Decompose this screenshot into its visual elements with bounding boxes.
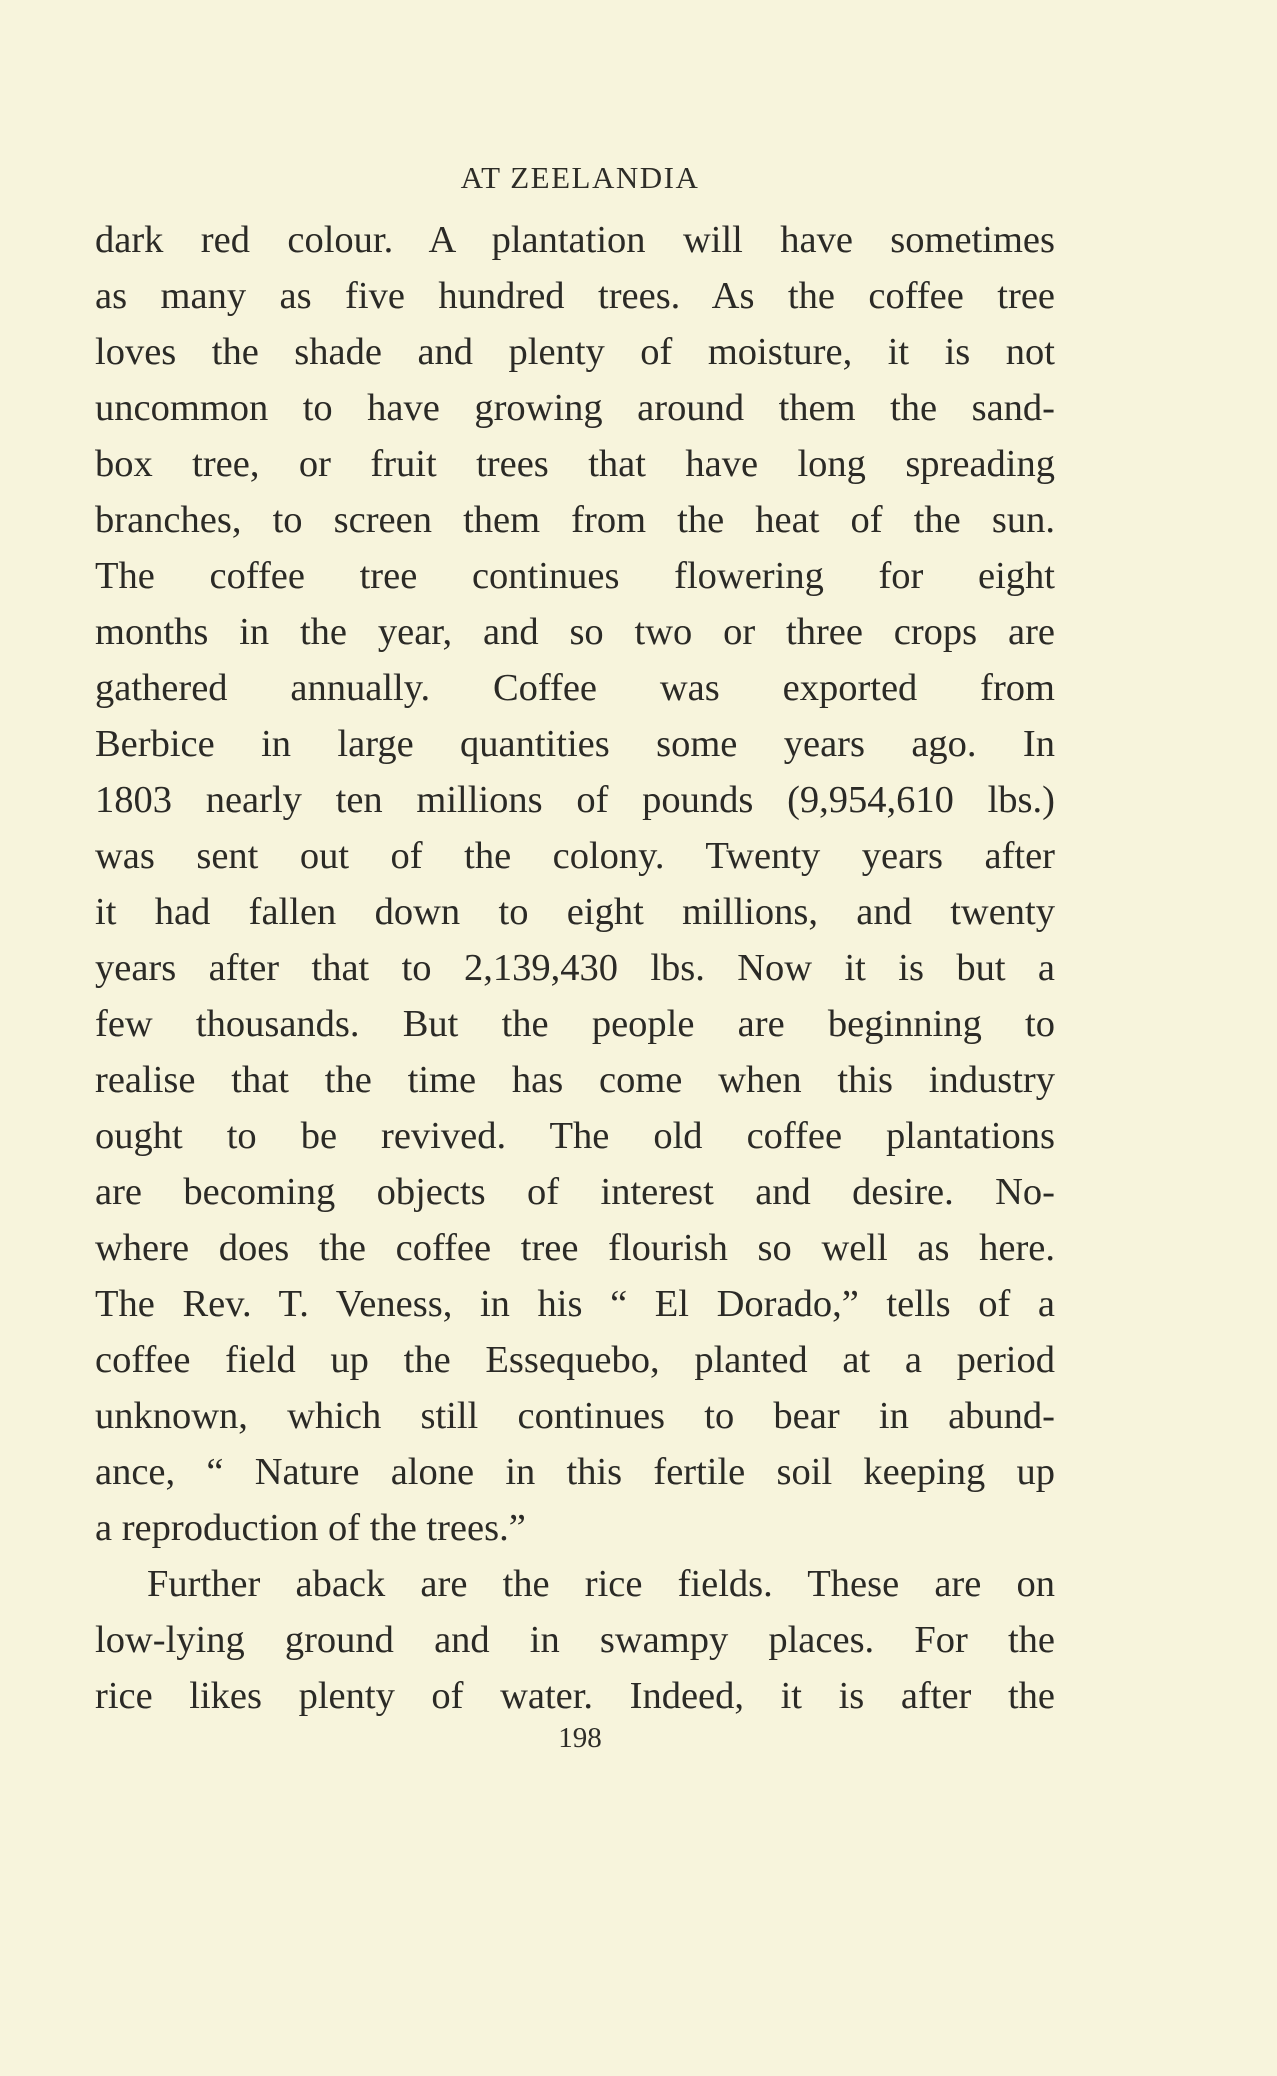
text-line: few thousands. But the people are beginning to	[95, 1003, 1055, 1045]
text-line: months in the year, and so two or three crops are	[95, 611, 1055, 653]
text-line: ance, “ Nature alone in this fertile soil keeping up	[95, 1451, 1055, 1493]
text-line: The coffee tree continues flowering for eight	[95, 555, 1055, 597]
text-line: years after that to 2,139,430 lbs. Now it is but a	[95, 947, 1055, 989]
text-line: where does the coffee tree flourish so well as here.	[95, 1227, 1055, 1269]
text-line: loves the shade and plenty of moisture, it is not	[95, 331, 1055, 373]
text-line: are becoming objects of interest and desire. No-	[95, 1171, 1055, 1213]
text-line: box tree, or fruit trees that have long spreading	[95, 443, 1055, 485]
text-line: low-lying ground and in swampy places. For the	[95, 1619, 1055, 1661]
text-line: Berbice in large quantities some years ago. In	[95, 723, 1055, 765]
body-text	[95, 212, 1055, 1724]
text-line: ought to be revived. The old coffee plantations	[95, 1115, 1055, 1157]
text-line: dark red colour. A plantation will have sometimes	[95, 219, 1055, 261]
text-line: The Rev. T. Veness, in his “ El Dorado,” tells of a	[95, 1283, 1055, 1325]
text-line: gathered annually. Coffee was exported from	[95, 667, 1055, 709]
text-line: was sent out of the colony. Twenty years after	[95, 835, 1055, 877]
paragraph-end-line: a reproduction of the trees.”	[95, 1507, 526, 1549]
text-line: unknown, which still continues to bear in abund-	[95, 1395, 1055, 1437]
text-line: it had fallen down to eight millions, and twenty	[95, 891, 1055, 933]
paragraph-start-line: Further aback are the rice fields. These are on	[147, 1563, 1055, 1605]
text-line: branches, to screen them from the heat of the sun.	[95, 499, 1055, 541]
text-line: as many as five hundred trees. As the coffee tree	[95, 275, 1055, 317]
text-line: coffee field up the Essequebo, planted at a period	[95, 1339, 1055, 1381]
text-line: uncommon to have growing around them the sand-	[95, 387, 1055, 429]
page-number: 198	[558, 1722, 602, 1754]
running-head: AT ZEELANDIA	[460, 160, 700, 195]
text-line: rice likes plenty of water. Indeed, it is after the	[95, 1675, 1055, 1717]
text-line: realise that the time has come when this industry	[95, 1059, 1055, 1101]
text-line: 1803 nearly ten millions of pounds (9,954,610 lbs.)	[95, 779, 1055, 821]
